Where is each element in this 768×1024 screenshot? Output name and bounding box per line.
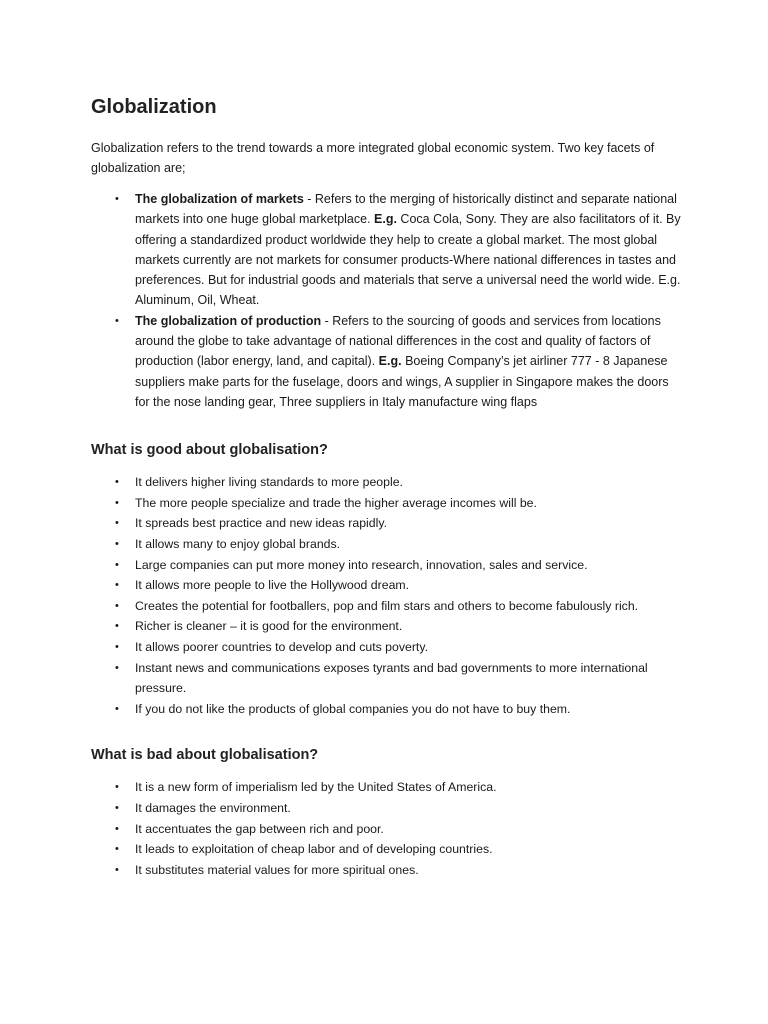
list-item bbox=[91, 575, 681, 596]
list-item bbox=[91, 777, 681, 798]
bullet-icon: • bbox=[115, 641, 119, 654]
list-item bbox=[91, 513, 681, 534]
list-item bbox=[91, 596, 681, 617]
bullet-icon: • bbox=[115, 538, 119, 551]
facets-list bbox=[91, 189, 681, 412]
bad-list bbox=[91, 777, 681, 880]
list-item-text: Creates the potential for footballers, pop and film stars and others to become fabulously rich. bbox=[135, 598, 639, 613]
bullet-icon: • bbox=[115, 822, 119, 835]
bullet-icon: • bbox=[115, 620, 119, 633]
list-item-text: If you do not like the products of global companies you do not have to buy them. bbox=[135, 701, 571, 716]
intro-paragraph: Globalization refers to the trend towards a more integrated global economic system. Two key facets of globalization are; bbox=[91, 141, 655, 175]
list-item-text: It substitutes material values for more spiritual ones. bbox=[135, 862, 419, 877]
bullet-icon: • bbox=[115, 314, 119, 327]
list-item bbox=[91, 555, 681, 576]
list-item bbox=[91, 189, 681, 311]
bullet-icon: • bbox=[115, 496, 119, 509]
list-item-text: It is a new form of imperialism led by the United States of America. bbox=[135, 780, 497, 795]
bullet-icon: • bbox=[115, 579, 119, 592]
list-item bbox=[91, 637, 681, 658]
facet-text: Boeing Company’s jet airliner 777 - 8 Japanese suppliers make parts for the fuselage, doors and wings, A supplier in Singapore makes the doors for the nose landing gear, Three suppliers in Italy manufacture wing flaps bbox=[135, 354, 669, 409]
list-item-text: It spreads best practice and new ideas rapidly. bbox=[135, 516, 387, 531]
list-item-text: Richer is cleaner – it is good for the environment. bbox=[135, 619, 403, 634]
list-item bbox=[91, 699, 681, 720]
list-item-text: Large companies can put more money into research, innovation, sales and service. bbox=[135, 557, 588, 572]
bullet-icon: • bbox=[115, 781, 119, 794]
bullet-icon: • bbox=[115, 599, 119, 612]
bullet-icon: • bbox=[115, 843, 119, 856]
list-item-text: It allows poorer countries to develop and cuts poverty. bbox=[135, 640, 429, 655]
facet-heading: The globalization of production bbox=[135, 313, 322, 328]
facet-heading: The globalization of markets bbox=[135, 192, 304, 206]
list-item-text: It allows many to enjoy global brands. bbox=[135, 537, 341, 552]
list-item bbox=[91, 534, 681, 555]
bullet-icon: • bbox=[115, 476, 119, 489]
list-item-text: It accentuates the gap between rich and poor. bbox=[135, 821, 384, 836]
list-item bbox=[91, 616, 681, 637]
bad-section-heading: What is bad about globalisation? bbox=[91, 747, 319, 764]
list-item bbox=[91, 839, 681, 860]
document-page bbox=[91, 94, 681, 880]
list-item bbox=[91, 658, 681, 699]
list-item-text: It allows more people to live the Hollywood dream. bbox=[135, 578, 410, 593]
bullet-icon: • bbox=[115, 661, 119, 674]
list-item-text: The more people specialize and trade the higher average incomes will be. bbox=[135, 495, 537, 510]
list-item-text: Instant news and communications exposes tyrants and bad governments to more international pressure. bbox=[135, 660, 648, 696]
bullet-icon: • bbox=[115, 863, 119, 876]
bullet-icon: • bbox=[115, 801, 119, 814]
list-item bbox=[91, 472, 681, 493]
list-item-text: It leads to exploitation of cheap labor and of developing countries. bbox=[135, 842, 493, 857]
facet-example-label: E.g. bbox=[374, 212, 397, 227]
bullet-icon: • bbox=[115, 193, 119, 205]
page-title: Globalization bbox=[91, 96, 217, 118]
list-item bbox=[91, 819, 681, 840]
facet-text: - Refers to the merging of historically distinct and separate national markets into one huge global marketplace. bbox=[135, 192, 677, 227]
bullet-icon: • bbox=[115, 702, 119, 715]
list-item bbox=[91, 798, 681, 819]
good-list bbox=[91, 472, 681, 719]
list-item bbox=[91, 311, 681, 412]
list-item bbox=[91, 493, 681, 514]
facet-example-label: E.g. bbox=[378, 354, 402, 369]
bullet-icon: • bbox=[115, 558, 119, 571]
facet-text: Coca Cola, Sony. They are also facilitators of it. By offering a standardized product worldwide they help to create a global market. The most global markets currently are not markets for consumer products-Where national differences in tastes and preferences. But for industrial goods and materials that serve a universal need the world wide. E.g. Aluminum, Oil, Wheat. bbox=[135, 212, 681, 308]
bullet-icon: • bbox=[115, 517, 119, 530]
good-section-heading: What is good about globalisation? bbox=[91, 442, 328, 459]
facet-text: - Refers to the sourcing of goods and services from locations around the globe to take advantage of national differences in the cost and quality of factors of production (labor energy, land, and capital). bbox=[135, 313, 661, 369]
list-item-text: It damages the environment. bbox=[135, 800, 291, 815]
list-item-text: It delivers higher living standards to more people. bbox=[135, 475, 403, 490]
list-item bbox=[91, 860, 681, 881]
